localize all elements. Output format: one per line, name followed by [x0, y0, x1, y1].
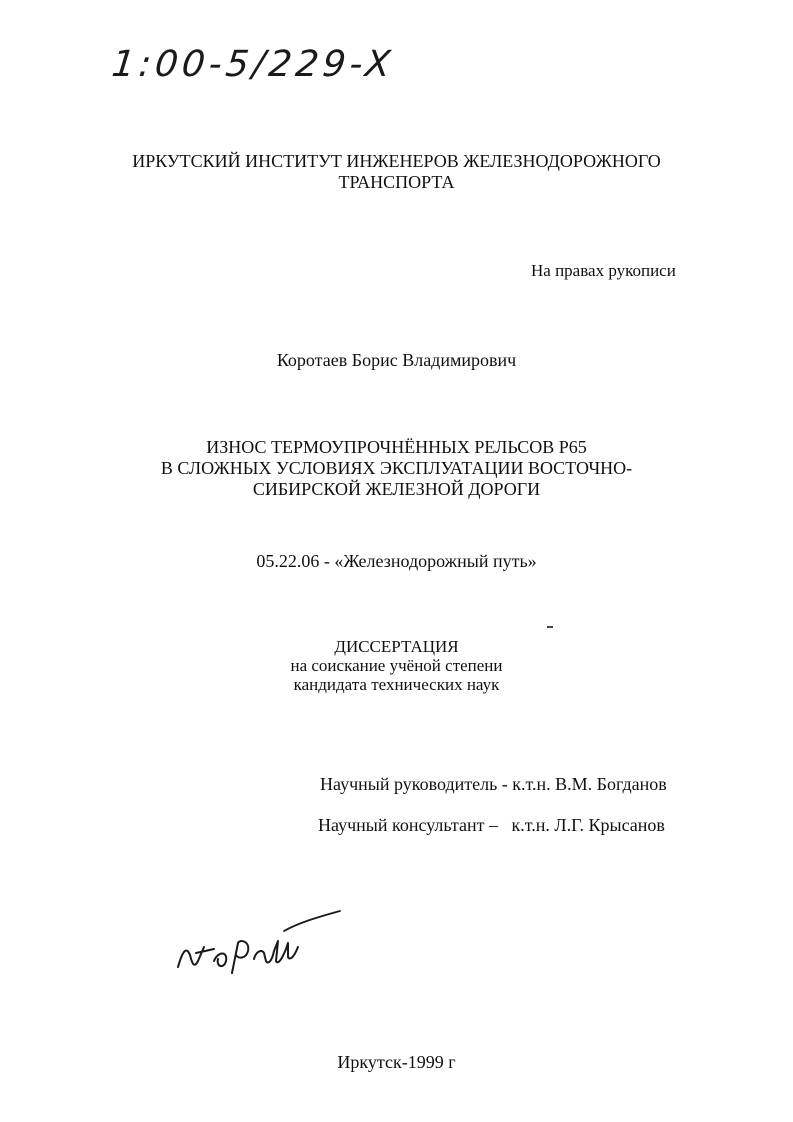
supervisor: Научный руководитель - к.т.н. В.М. Богданов — [320, 774, 667, 794]
degree-line-2: кандидата технических наук — [293, 675, 500, 694]
title-line-1: ИЗНОС ТЕРМОУПРОЧНЁННЫХ РЕЛЬСОВ Р65 — [206, 437, 587, 457]
institute-line-2: ТРАНСПОРТА — [338, 172, 455, 192]
degree-line-1: на соискание учёной степени — [290, 656, 503, 675]
dissertation-title — [0, 437, 793, 500]
title-line-2: В СЛОЖНЫХ УСЛОВИЯХ ЭКСПЛУАТАЦИИ ВОСТОЧНО- — [160, 458, 633, 478]
specialty-code: 05.22.06 - «Железнодорожный путь» — [256, 551, 537, 571]
institute-name — [0, 151, 793, 193]
institute-line-1: ИРКУТСКИЙ ИНСТИТУТ ИНЖЕНЕРОВ ЖЕЛЕЗНОДОРОЖНОГО — [132, 151, 661, 171]
city-year: Иркутск-1999 г — [337, 1052, 456, 1072]
dissertation-block — [0, 637, 793, 694]
title-line-3: СИБИРСКОЙ ЖЕЛЕЗНОЙ ДОРОГИ — [252, 479, 541, 499]
stray-mark — [547, 626, 553, 628]
rights-note: На правах рукописи — [531, 261, 676, 280]
consultant: Научный консультант – к.т.н. Л.Г. Крысанов — [318, 815, 665, 835]
author-name: Коротаев Борис Владимирович — [276, 350, 517, 370]
dissertation-heading: ДИССЕРТАЦИЯ — [334, 637, 459, 656]
handwritten-signature — [168, 895, 348, 985]
catalog-number: 1:00-5/229-X — [109, 44, 397, 85]
